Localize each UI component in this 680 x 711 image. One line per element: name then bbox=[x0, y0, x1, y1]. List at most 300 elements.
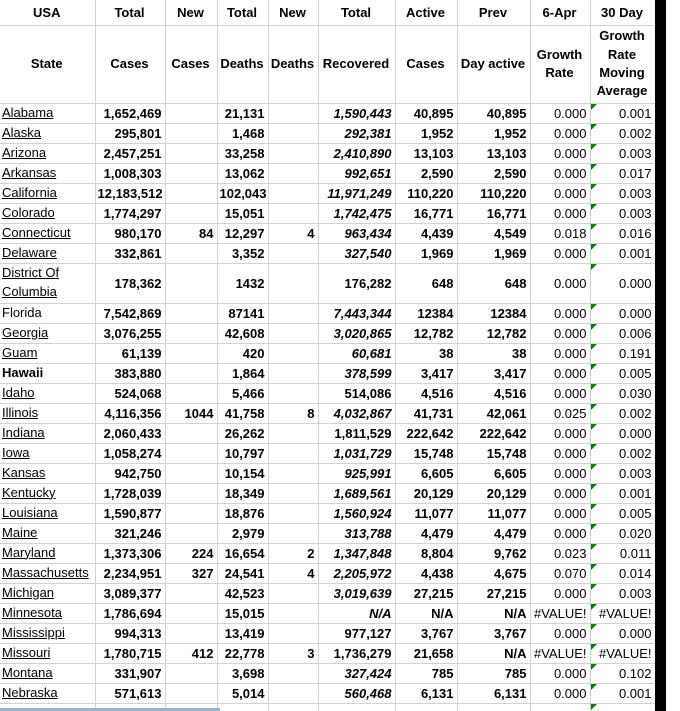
cell-cases[interactable]: 994,313 bbox=[95, 623, 165, 643]
cell-growth[interactable]: 0.000 bbox=[530, 343, 590, 363]
header-cell-growth-rate-moving-average[interactable]: Growth Rate Moving Average bbox=[590, 25, 655, 103]
cell-prev[interactable]: 1,969 bbox=[457, 243, 530, 263]
cell-prev[interactable]: 2,590 bbox=[457, 163, 530, 183]
cell-new_cases[interactable]: 412 bbox=[165, 643, 217, 663]
cell-cases[interactable]: 1,008,303 bbox=[95, 163, 165, 183]
cell-new_cases[interactable] bbox=[165, 383, 217, 403]
cell-new_cases[interactable] bbox=[165, 263, 217, 303]
cell-recovered[interactable]: 925,991 bbox=[318, 463, 395, 483]
cell-new_deaths[interactable] bbox=[268, 263, 318, 303]
cell-deaths[interactable]: 42,608 bbox=[217, 323, 268, 343]
cell-deaths[interactable]: 21,131 bbox=[217, 103, 268, 123]
cell-recovered[interactable]: 514,086 bbox=[318, 383, 395, 403]
cell-active[interactable]: 1,952 bbox=[395, 123, 457, 143]
cell-prev[interactable]: 15,748 bbox=[457, 443, 530, 463]
cell-state[interactable]: District Of Columbia bbox=[0, 263, 95, 303]
cell-ma[interactable]: 0.001 bbox=[590, 483, 655, 503]
cell-prev[interactable]: 12384 bbox=[457, 303, 530, 323]
cell-prev[interactable]: 4,479 bbox=[457, 523, 530, 543]
cell-state[interactable]: California bbox=[0, 183, 95, 203]
cell-ma[interactable]: 0.002 bbox=[590, 443, 655, 463]
cell-active[interactable]: 40,895 bbox=[395, 103, 457, 123]
cell-active[interactable]: 1,969 bbox=[395, 243, 457, 263]
cell-prev[interactable]: 6,605 bbox=[457, 463, 530, 483]
cell-deaths[interactable]: 2,979 bbox=[217, 523, 268, 543]
cell-growth[interactable]: 0.000 bbox=[530, 323, 590, 343]
cell-cases[interactable]: 383,880 bbox=[95, 363, 165, 383]
cell-active[interactable]: 8,804 bbox=[395, 543, 457, 563]
cell-cases[interactable]: 321,246 bbox=[95, 523, 165, 543]
cell-recovered[interactable]: 4,032,867 bbox=[318, 403, 395, 423]
header-cell-cases[interactable]: Cases bbox=[95, 25, 165, 103]
cell-cases[interactable]: 3,076,255 bbox=[95, 323, 165, 343]
cell-cases[interactable]: 61,139 bbox=[95, 343, 165, 363]
cell-prev[interactable]: N/A bbox=[457, 643, 530, 663]
cell-new_cases[interactable] bbox=[165, 523, 217, 543]
cell-recovered[interactable]: 7,443,344 bbox=[318, 303, 395, 323]
cell-new_cases[interactable] bbox=[165, 423, 217, 443]
cell-recovered[interactable]: 963,434 bbox=[318, 223, 395, 243]
cell-prev[interactable]: 38 bbox=[457, 343, 530, 363]
cell-deaths[interactable]: 42,523 bbox=[217, 583, 268, 603]
cell-prev[interactable]: 11,077 bbox=[457, 503, 530, 523]
cell-deaths[interactable]: 5,014 bbox=[217, 683, 268, 703]
cell-new_deaths[interactable] bbox=[268, 163, 318, 183]
cell-recovered[interactable]: 1,031,729 bbox=[318, 443, 395, 463]
cell-state[interactable]: Massachusetts bbox=[0, 563, 95, 583]
cell-deaths[interactable]: 5,466 bbox=[217, 383, 268, 403]
cell-active[interactable]: 222,642 bbox=[395, 423, 457, 443]
cell-growth[interactable]: 0.000 bbox=[530, 303, 590, 323]
cell-state[interactable]: Idaho bbox=[0, 383, 95, 403]
cell-recovered[interactable]: 313,788 bbox=[318, 523, 395, 543]
cell-ma[interactable]: 0.000 bbox=[590, 623, 655, 643]
cell-deaths[interactable]: 41,758 bbox=[217, 403, 268, 423]
cell-new_cases[interactable] bbox=[165, 343, 217, 363]
cell-prev[interactable]: 4,549 bbox=[457, 223, 530, 243]
cell-prev[interactable]: 785 bbox=[457, 663, 530, 683]
cell-recovered[interactable]: 2,410,890 bbox=[318, 143, 395, 163]
cell-ma[interactable]: 0.003 bbox=[590, 463, 655, 483]
cell-state[interactable]: Kentucky bbox=[0, 483, 95, 503]
cell-new_deaths[interactable] bbox=[268, 583, 318, 603]
cell-state[interactable]: Maine bbox=[0, 523, 95, 543]
cell-active[interactable]: 15,748 bbox=[395, 443, 457, 463]
cell-growth[interactable]: 0.000 bbox=[530, 163, 590, 183]
cell-new_deaths[interactable] bbox=[268, 323, 318, 343]
cell-new_cases[interactable] bbox=[165, 503, 217, 523]
cell-growth[interactable]: 0.000 bbox=[530, 663, 590, 683]
header-cell-prev[interactable]: Prev bbox=[457, 0, 530, 25]
cell-active[interactable]: 11,077 bbox=[395, 503, 457, 523]
cell-new_deaths[interactable] bbox=[268, 683, 318, 703]
cell-cases[interactable]: 332,861 bbox=[95, 243, 165, 263]
cell-state[interactable]: Arizona bbox=[0, 143, 95, 163]
cell-growth[interactable]: 0.000 bbox=[530, 103, 590, 123]
cell-ma[interactable]: 0.000 bbox=[590, 263, 655, 303]
cell-growth[interactable]: 0.000 bbox=[530, 443, 590, 463]
cell-ma[interactable]: 0.011 bbox=[590, 543, 655, 563]
cell-ma[interactable]: 0.014 bbox=[590, 563, 655, 583]
cell-cases[interactable]: 1,774,297 bbox=[95, 203, 165, 223]
cell-new_deaths[interactable] bbox=[268, 203, 318, 223]
cell-new_cases[interactable] bbox=[165, 463, 217, 483]
cell-deaths[interactable]: 15,015 bbox=[217, 603, 268, 623]
cell-new_deaths[interactable] bbox=[268, 183, 318, 203]
cell-recovered[interactable]: 292,381 bbox=[318, 123, 395, 143]
cell-new_deaths[interactable] bbox=[268, 503, 318, 523]
cell-deaths[interactable]: 13,062 bbox=[217, 163, 268, 183]
cell-growth[interactable]: 0.000 bbox=[530, 623, 590, 643]
cell-deaths[interactable]: 13,419 bbox=[217, 623, 268, 643]
cell-new_deaths[interactable] bbox=[268, 123, 318, 143]
cell-state[interactable]: Alaska bbox=[0, 123, 95, 143]
cell-growth[interactable]: 0.000 bbox=[530, 423, 590, 443]
cell-ma[interactable]: #VALUE! bbox=[590, 603, 655, 623]
header-cell-30-day[interactable]: 30 Day bbox=[590, 0, 655, 25]
cell-new_deaths[interactable] bbox=[268, 383, 318, 403]
cell-recovered[interactable]: 1,590,443 bbox=[318, 103, 395, 123]
cell-deaths[interactable]: 3,698 bbox=[217, 663, 268, 683]
cell-prev[interactable]: 4,675 bbox=[457, 563, 530, 583]
cell-cases[interactable]: 1,780,715 bbox=[95, 643, 165, 663]
cell-new_deaths[interactable] bbox=[268, 603, 318, 623]
cell-active[interactable]: 648 bbox=[395, 263, 457, 303]
cell-prev[interactable]: 110,220 bbox=[457, 183, 530, 203]
header-cell-total[interactable]: Total bbox=[318, 0, 395, 25]
cell-state[interactable]: Delaware bbox=[0, 243, 95, 263]
cell-deaths[interactable]: 24,541 bbox=[217, 563, 268, 583]
cell-prev[interactable]: 13,103 bbox=[457, 143, 530, 163]
header-cell-state[interactable]: State bbox=[0, 25, 95, 103]
cell-cases[interactable]: 4,116,356 bbox=[95, 403, 165, 423]
cell-new_cases[interactable] bbox=[165, 163, 217, 183]
cell-active[interactable]: 21,658 bbox=[395, 643, 457, 663]
cell-cases[interactable]: 1,590,877 bbox=[95, 503, 165, 523]
cell-new_deaths[interactable] bbox=[268, 483, 318, 503]
cell-recovered[interactable]: 977,127 bbox=[318, 623, 395, 643]
cell-recovered[interactable]: 327,424 bbox=[318, 663, 395, 683]
cell-state[interactable]: Hawaii bbox=[0, 363, 95, 383]
cell-growth[interactable]: #VALUE! bbox=[530, 603, 590, 623]
cell-growth[interactable]: 0.000 bbox=[530, 143, 590, 163]
cell-active[interactable]: 4,516 bbox=[395, 383, 457, 403]
cell-cases[interactable]: 1,786,694 bbox=[95, 603, 165, 623]
cell-deaths[interactable]: 18,876 bbox=[217, 503, 268, 523]
cell-ma[interactable]: 0.003 bbox=[590, 583, 655, 603]
cell-cases[interactable]: 2,457,251 bbox=[95, 143, 165, 163]
header-cell-new[interactable]: New bbox=[268, 0, 318, 25]
cell-new_deaths[interactable] bbox=[268, 623, 318, 643]
cell-new_deaths[interactable] bbox=[268, 103, 318, 123]
cell-new_cases[interactable] bbox=[165, 103, 217, 123]
cell-empty[interactable] bbox=[530, 703, 590, 711]
cell-state[interactable]: Missouri bbox=[0, 643, 95, 663]
cell-prev[interactable]: 222,642 bbox=[457, 423, 530, 443]
cell-growth[interactable]: 0.000 bbox=[530, 503, 590, 523]
cell-recovered[interactable]: 1,560,924 bbox=[318, 503, 395, 523]
cell-state[interactable]: Arkansas bbox=[0, 163, 95, 183]
cell-state[interactable]: Georgia bbox=[0, 323, 95, 343]
cell-active[interactable]: 4,439 bbox=[395, 223, 457, 243]
cell-new_deaths[interactable] bbox=[268, 463, 318, 483]
cell-state[interactable]: Florida bbox=[0, 303, 95, 323]
cell-state[interactable]: Iowa bbox=[0, 443, 95, 463]
cell-recovered[interactable]: N/A bbox=[318, 603, 395, 623]
cell-recovered[interactable]: 560,468 bbox=[318, 683, 395, 703]
cell-new_cases[interactable] bbox=[165, 323, 217, 343]
cell-recovered[interactable]: 1,811,529 bbox=[318, 423, 395, 443]
cell-ma[interactable]: 0.000 bbox=[590, 303, 655, 323]
header-cell-cases[interactable]: Cases bbox=[395, 25, 457, 103]
cell-growth[interactable]: 0.000 bbox=[530, 683, 590, 703]
cell-deaths[interactable]: 1432 bbox=[217, 263, 268, 303]
cell-cases[interactable]: 12,183,512 bbox=[95, 183, 165, 203]
cell-active[interactable]: 20,129 bbox=[395, 483, 457, 503]
cell-recovered[interactable]: 1,736,279 bbox=[318, 643, 395, 663]
cell-active[interactable]: 110,220 bbox=[395, 183, 457, 203]
cell-cases[interactable]: 3,089,377 bbox=[95, 583, 165, 603]
header-cell-new[interactable]: New bbox=[165, 0, 217, 25]
cell-deaths[interactable]: 87141 bbox=[217, 303, 268, 323]
cell-prev[interactable]: 4,516 bbox=[457, 383, 530, 403]
cell-active[interactable]: 3,417 bbox=[395, 363, 457, 383]
cell-new_cases[interactable] bbox=[165, 363, 217, 383]
cell-growth[interactable]: 0.000 bbox=[530, 523, 590, 543]
cell-active[interactable]: 6,605 bbox=[395, 463, 457, 483]
cell-cases[interactable]: 1,652,469 bbox=[95, 103, 165, 123]
cell-ma[interactable]: 0.002 bbox=[590, 123, 655, 143]
cell-growth[interactable]: 0.000 bbox=[530, 463, 590, 483]
cell-new_cases[interactable]: 84 bbox=[165, 223, 217, 243]
cell-new_deaths[interactable] bbox=[268, 443, 318, 463]
cell-new_cases[interactable] bbox=[165, 623, 217, 643]
cell-new_cases[interactable] bbox=[165, 603, 217, 623]
cell-prev[interactable]: 12,782 bbox=[457, 323, 530, 343]
cell-state[interactable]: Louisiana bbox=[0, 503, 95, 523]
cell-deaths[interactable]: 26,262 bbox=[217, 423, 268, 443]
cell-ma[interactable]: 0.003 bbox=[590, 143, 655, 163]
cell-prev[interactable]: 3,767 bbox=[457, 623, 530, 643]
cell-new_deaths[interactable] bbox=[268, 363, 318, 383]
cell-recovered[interactable]: 992,651 bbox=[318, 163, 395, 183]
cell-ma[interactable]: 0.191 bbox=[590, 343, 655, 363]
cell-state[interactable]: Connecticut bbox=[0, 223, 95, 243]
cell-deaths[interactable]: 33,258 bbox=[217, 143, 268, 163]
cell-ma[interactable]: 0.001 bbox=[590, 103, 655, 123]
cell-prev[interactable]: N/A bbox=[457, 603, 530, 623]
cell-growth[interactable]: 0.000 bbox=[530, 483, 590, 503]
cell-empty[interactable] bbox=[457, 703, 530, 711]
cell-deaths[interactable]: 18,349 bbox=[217, 483, 268, 503]
cell-state[interactable]: Minnesota bbox=[0, 603, 95, 623]
cell-cases[interactable]: 178,362 bbox=[95, 263, 165, 303]
cell-new_cases[interactable] bbox=[165, 683, 217, 703]
cell-new_cases[interactable] bbox=[165, 583, 217, 603]
cell-growth[interactable]: 0.025 bbox=[530, 403, 590, 423]
cell-new_deaths[interactable]: 4 bbox=[268, 223, 318, 243]
cell-prev[interactable]: 16,771 bbox=[457, 203, 530, 223]
cell-recovered[interactable]: 3,020,865 bbox=[318, 323, 395, 343]
cell-active[interactable]: 12384 bbox=[395, 303, 457, 323]
cell-recovered[interactable]: 3,019,639 bbox=[318, 583, 395, 603]
cell-deaths[interactable]: 3,352 bbox=[217, 243, 268, 263]
cell-ma[interactable]: 0.001 bbox=[590, 683, 655, 703]
header-cell-deaths[interactable]: Deaths bbox=[217, 25, 268, 103]
cell-deaths[interactable]: 16,654 bbox=[217, 543, 268, 563]
cell-active[interactable]: 41,731 bbox=[395, 403, 457, 423]
cell-active[interactable]: 4,438 bbox=[395, 563, 457, 583]
cell-ma[interactable]: 0.005 bbox=[590, 503, 655, 523]
cell-cases[interactable]: 7,542,869 bbox=[95, 303, 165, 323]
cell-active[interactable]: 6,131 bbox=[395, 683, 457, 703]
cell-state[interactable]: Indiana bbox=[0, 423, 95, 443]
cell-prev[interactable]: 3,417 bbox=[457, 363, 530, 383]
cell-prev[interactable]: 27,215 bbox=[457, 583, 530, 603]
cell-cases[interactable]: 571,613 bbox=[95, 683, 165, 703]
cell-new_cases[interactable] bbox=[165, 203, 217, 223]
cell-recovered[interactable]: 1,689,561 bbox=[318, 483, 395, 503]
cell-new_cases[interactable] bbox=[165, 143, 217, 163]
cell-recovered[interactable]: 176,282 bbox=[318, 263, 395, 303]
cell-new_deaths[interactable]: 4 bbox=[268, 563, 318, 583]
header-cell-deaths[interactable]: Deaths bbox=[268, 25, 318, 103]
cell-recovered[interactable]: 327,540 bbox=[318, 243, 395, 263]
cell-growth[interactable]: 0.000 bbox=[530, 123, 590, 143]
cell-cases[interactable]: 2,060,433 bbox=[95, 423, 165, 443]
cell-new_deaths[interactable] bbox=[268, 423, 318, 443]
cell-growth[interactable]: 0.023 bbox=[530, 543, 590, 563]
cell-active[interactable]: 4,479 bbox=[395, 523, 457, 543]
cell-prev[interactable]: 20,129 bbox=[457, 483, 530, 503]
cell-ma[interactable]: 0.017 bbox=[590, 163, 655, 183]
cell-new_deaths[interactable] bbox=[268, 523, 318, 543]
cell-cases[interactable]: 1,728,039 bbox=[95, 483, 165, 503]
cell-active[interactable]: 16,771 bbox=[395, 203, 457, 223]
cell-empty[interactable] bbox=[318, 703, 395, 711]
cell-cases[interactable]: 1,058,274 bbox=[95, 443, 165, 463]
cell-empty[interactable] bbox=[395, 703, 457, 711]
cell-active[interactable]: N/A bbox=[395, 603, 457, 623]
cell-new_cases[interactable] bbox=[165, 443, 217, 463]
cell-cases[interactable]: 980,170 bbox=[95, 223, 165, 243]
cell-new_cases[interactable]: 1044 bbox=[165, 403, 217, 423]
cell-active[interactable]: 3,767 bbox=[395, 623, 457, 643]
cell-ma[interactable]: 0.003 bbox=[590, 203, 655, 223]
cell-new_cases[interactable] bbox=[165, 123, 217, 143]
cell-deaths[interactable]: 1,864 bbox=[217, 363, 268, 383]
cell-ma[interactable]: 0.000 bbox=[590, 423, 655, 443]
cell-recovered[interactable]: 1,347,848 bbox=[318, 543, 395, 563]
cell-active[interactable]: 13,103 bbox=[395, 143, 457, 163]
cell-cases[interactable]: 1,373,306 bbox=[95, 543, 165, 563]
cell-prev[interactable]: 42,061 bbox=[457, 403, 530, 423]
cell-new_deaths[interactable] bbox=[268, 343, 318, 363]
cell-new_cases[interactable]: 327 bbox=[165, 563, 217, 583]
cell-deaths[interactable]: 1,468 bbox=[217, 123, 268, 143]
cell-deaths[interactable]: 22,778 bbox=[217, 643, 268, 663]
header-cell-usa[interactable]: USA bbox=[0, 0, 95, 25]
cell-growth[interactable]: 0.000 bbox=[530, 243, 590, 263]
cell-growth[interactable]: 0.000 bbox=[530, 383, 590, 403]
cell-new_deaths[interactable] bbox=[268, 663, 318, 683]
cell-recovered[interactable]: 60,681 bbox=[318, 343, 395, 363]
header-cell-total[interactable]: Total bbox=[217, 0, 268, 25]
cell-growth[interactable]: 0.018 bbox=[530, 223, 590, 243]
cell-cases[interactable]: 942,750 bbox=[95, 463, 165, 483]
cell-recovered[interactable]: 2,205,972 bbox=[318, 563, 395, 583]
cell-growth[interactable]: 0.000 bbox=[530, 263, 590, 303]
cell-new_deaths[interactable]: 3 bbox=[268, 643, 318, 663]
cell-ma[interactable]: 0.006 bbox=[590, 323, 655, 343]
header-cell-cases[interactable]: Cases bbox=[165, 25, 217, 103]
header-cell-active[interactable]: Active bbox=[395, 0, 457, 25]
cell-state[interactable]: Alabama bbox=[0, 103, 95, 123]
cell-cases[interactable]: 2,234,951 bbox=[95, 563, 165, 583]
cell-growth[interactable]: 0.000 bbox=[530, 203, 590, 223]
cell-growth[interactable]: #VALUE! bbox=[530, 643, 590, 663]
cell-empty[interactable] bbox=[590, 703, 655, 711]
cell-empty[interactable] bbox=[217, 703, 268, 711]
cell-new_deaths[interactable] bbox=[268, 243, 318, 263]
cell-new_cases[interactable] bbox=[165, 303, 217, 323]
cell-state[interactable]: Mississippi bbox=[0, 623, 95, 643]
cell-ma[interactable]: #VALUE! bbox=[590, 643, 655, 663]
cell-new_cases[interactable] bbox=[165, 483, 217, 503]
cell-prev[interactable]: 1,952 bbox=[457, 123, 530, 143]
cell-state[interactable]: Nebraska bbox=[0, 683, 95, 703]
cell-growth[interactable]: 0.000 bbox=[530, 363, 590, 383]
cell-new_deaths[interactable]: 2 bbox=[268, 543, 318, 563]
cell-state[interactable]: Michigan bbox=[0, 583, 95, 603]
cell-active[interactable]: 785 bbox=[395, 663, 457, 683]
cell-deaths[interactable]: 102,043 bbox=[217, 183, 268, 203]
cell-deaths[interactable]: 10,797 bbox=[217, 443, 268, 463]
cell-ma[interactable]: 0.020 bbox=[590, 523, 655, 543]
cell-active[interactable]: 27,215 bbox=[395, 583, 457, 603]
cell-growth[interactable]: 0.000 bbox=[530, 583, 590, 603]
cell-prev[interactable]: 648 bbox=[457, 263, 530, 303]
header-cell-day-active[interactable]: Day active bbox=[457, 25, 530, 103]
cell-ma[interactable]: 0.001 bbox=[590, 243, 655, 263]
cell-new_deaths[interactable]: 8 bbox=[268, 403, 318, 423]
cell-recovered[interactable]: 11,971,249 bbox=[318, 183, 395, 203]
cell-active[interactable]: 12,782 bbox=[395, 323, 457, 343]
cell-empty[interactable] bbox=[268, 703, 318, 711]
cell-growth[interactable]: 0.000 bbox=[530, 183, 590, 203]
cell-deaths[interactable]: 15,051 bbox=[217, 203, 268, 223]
header-cell-growth-rate[interactable]: Growth Rate bbox=[530, 25, 590, 103]
header-cell-total[interactable]: Total bbox=[95, 0, 165, 25]
cell-cases[interactable]: 331,907 bbox=[95, 663, 165, 683]
header-cell-6-apr[interactable]: 6-Apr bbox=[530, 0, 590, 25]
cell-prev[interactable]: 9,762 bbox=[457, 543, 530, 563]
cell-ma[interactable]: 0.003 bbox=[590, 183, 655, 203]
cell-new_deaths[interactable] bbox=[268, 143, 318, 163]
cell-active[interactable]: 2,590 bbox=[395, 163, 457, 183]
cell-deaths[interactable]: 12,297 bbox=[217, 223, 268, 243]
cell-state[interactable]: Montana bbox=[0, 663, 95, 683]
cell-ma[interactable]: 0.016 bbox=[590, 223, 655, 243]
cell-deaths[interactable]: 420 bbox=[217, 343, 268, 363]
cell-new_cases[interactable]: 224 bbox=[165, 543, 217, 563]
cell-prev[interactable]: 6,131 bbox=[457, 683, 530, 703]
cell-recovered[interactable]: 1,742,475 bbox=[318, 203, 395, 223]
cell-state[interactable]: Guam bbox=[0, 343, 95, 363]
cell-ma[interactable]: 0.102 bbox=[590, 663, 655, 683]
cell-recovered[interactable]: 378,599 bbox=[318, 363, 395, 383]
cell-ma[interactable]: 0.002 bbox=[590, 403, 655, 423]
